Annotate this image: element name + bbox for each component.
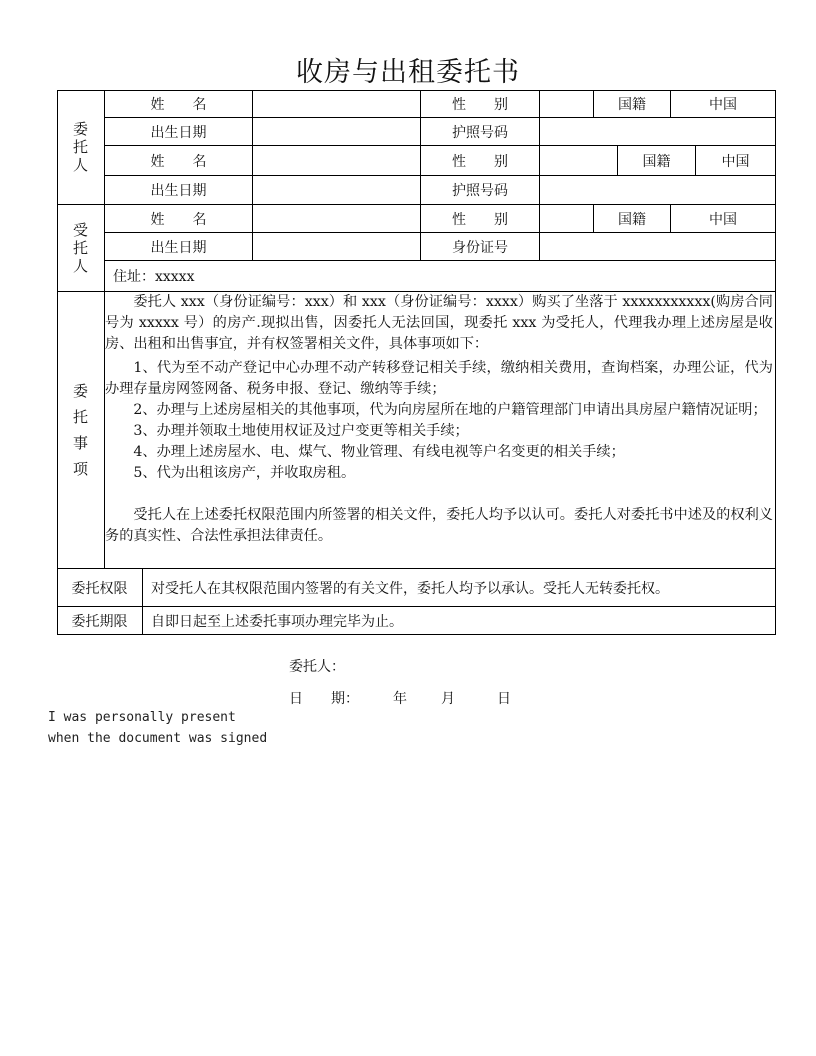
agent-group-label xyxy=(57,205,104,291)
authority-text: 对受托人在其权限范围内签署的有关文件，委托人均予以承认。受托人无转委托权。 xyxy=(151,580,669,597)
matters-closing: 受托人在上述委托权限范围内所签署的相关文件，委托人均予以认可。委托人对委托书中述及的权利义务的真实性、合法性承担法律责任。 xyxy=(105,507,773,544)
matters-item: 4、办理上述房屋水、电、煤气、物业管理、有线电视等户名变更的相关手续； xyxy=(133,444,625,460)
agent-id-label: 身份证号 xyxy=(452,239,508,256)
agent-address[interactable]: 住址：xxxxx xyxy=(113,269,195,285)
principal-signature-label: 委托人： xyxy=(289,659,345,675)
nationality-label: 国籍 xyxy=(618,96,646,113)
nationality-label: 国籍 xyxy=(642,153,671,170)
gender-label: 性 别 xyxy=(452,96,508,113)
col-divider xyxy=(142,568,143,634)
agent-id-field[interactable] xyxy=(540,233,775,260)
border xyxy=(57,634,776,635)
gender-field[interactable] xyxy=(540,90,593,117)
witness-note-line-2: when the document was signed xyxy=(48,731,268,746)
nationality-value: 中国 xyxy=(709,96,737,113)
agent-gender-field[interactable] xyxy=(540,205,593,232)
principal-char: 托 xyxy=(72,138,88,156)
passport-field[interactable] xyxy=(540,176,775,204)
matters-char: 事 xyxy=(72,434,88,452)
matters-content xyxy=(105,292,773,547)
entrustment-table xyxy=(57,90,776,634)
matters-item: 5、代为出租该房产，并收取房租。 xyxy=(133,465,356,481)
name-label: 姓 名 xyxy=(150,96,207,113)
authority-label: 委托权限 xyxy=(71,580,128,597)
matters-item: 1、代为至不动产登记中心办理不动产转移登记相关手续，缴纳相关费用，查询档案，办理公证，代为办理存量房网签网备、税务申报、登记、缴纳等手续； xyxy=(105,360,773,397)
name-field[interactable] xyxy=(253,146,420,175)
date-label: 日 期： xyxy=(289,691,359,707)
agent-dob-label: 出生日期 xyxy=(150,239,207,256)
year-label: 年 xyxy=(393,691,407,707)
principal-group-label xyxy=(57,90,104,204)
matters-char: 项 xyxy=(72,460,88,478)
agent-dob-field[interactable] xyxy=(253,233,420,260)
matters-char: 委 xyxy=(72,382,88,400)
dob-label: 出生日期 xyxy=(150,183,207,199)
passport-label: 护照号码 xyxy=(452,124,508,141)
matters-item: 3、办理并领取土地使用权证及过户变更等相关手续； xyxy=(133,423,469,439)
principal-char: 人 xyxy=(72,156,88,174)
matters-intro: 委托人 xxx（身份证编号：xxx）和 xxx（身份证编号：xxxx）购买了坐落于 xxxxxxxxxxx(购房合同号为 xxxxx 号）的房产.现拟出售，因委托人无法回国，现委托 xxx 为受托人，代理我办理上述房屋是收房、出租和出售事宜，并有权签署相关文件，具体事项如下： xyxy=(105,294,773,352)
agent-nationality-value: 中国 xyxy=(709,211,737,228)
day-label: 日 xyxy=(497,691,511,707)
page-title: 收房与出租委托书 xyxy=(296,57,520,88)
dob-field[interactable] xyxy=(253,118,420,145)
gender-label: 性 别 xyxy=(452,153,508,170)
matters-group-label xyxy=(57,292,104,568)
agent-nationality-label: 国籍 xyxy=(618,211,646,228)
month-label: 月 xyxy=(441,691,455,707)
agent-char: 托 xyxy=(72,239,88,257)
matters-item: 2、办理与上述房屋相关的其他事项，代为向房屋所在地的户籍管理部门申请出具房屋户籍情况证明； xyxy=(133,402,767,418)
agent-char: 人 xyxy=(72,257,88,275)
passport-label: 护照号码 xyxy=(452,183,508,199)
term-text: 自即日起至上述委托事项办理完毕为止。 xyxy=(151,613,403,630)
agent-char: 受 xyxy=(72,221,88,239)
name-field[interactable] xyxy=(253,90,420,117)
agent-name-field[interactable] xyxy=(253,205,420,232)
blank-line xyxy=(105,484,773,505)
passport-field[interactable] xyxy=(540,118,775,145)
nationality-value: 中国 xyxy=(721,153,750,170)
witness-note-line-1: I was personally present xyxy=(48,710,236,725)
gender-field[interactable] xyxy=(540,146,617,175)
name-label: 姓 名 xyxy=(150,153,207,170)
principal-char: 委 xyxy=(72,120,88,138)
dob-label: 出生日期 xyxy=(150,124,207,141)
matters-char: 托 xyxy=(72,408,88,426)
agent-gender-label: 性 别 xyxy=(452,211,508,228)
agent-name-label: 姓 名 xyxy=(150,211,207,228)
term-label: 委托期限 xyxy=(71,613,128,630)
border xyxy=(775,90,776,634)
dob-field[interactable] xyxy=(253,176,420,204)
